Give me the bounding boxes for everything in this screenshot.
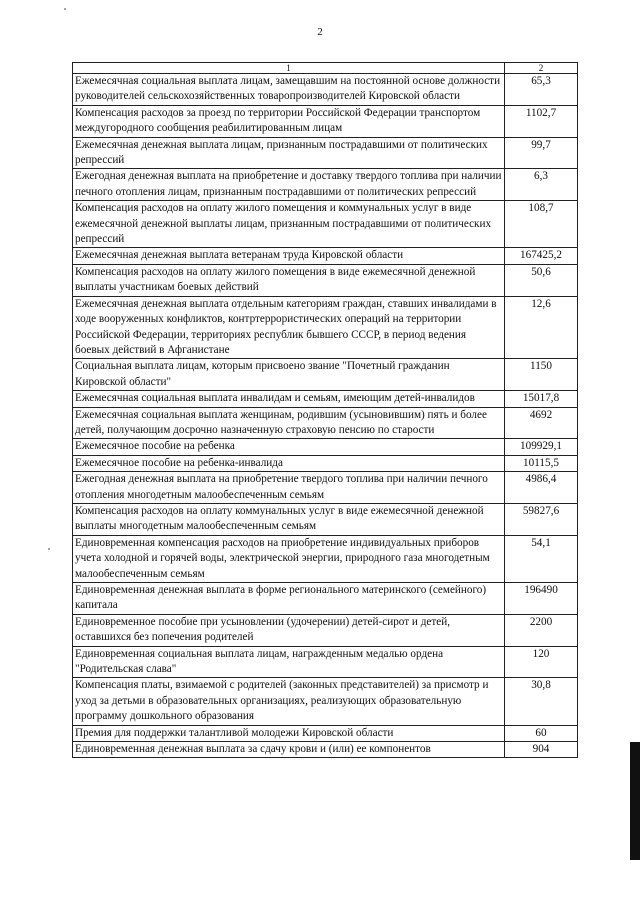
table-row [73, 678, 578, 725]
row-value: 6,3 [505, 169, 578, 201]
table-row [73, 725, 578, 741]
row-value: 2200 [505, 614, 578, 646]
table-row [73, 472, 578, 504]
row-label: Компенсация расходов на оплату коммунальных услуг в виде ежемесячной денежной выплаты многодетным малообеспеченным семьям [73, 503, 505, 535]
row-label: Единовременное пособие при усыновлении (удочерении) детей-сирот и детей, оставшихся без попечения родителей [73, 614, 505, 646]
row-value: 1102,7 [505, 105, 578, 137]
page-number: 2 [317, 26, 323, 38]
table-body [73, 74, 578, 758]
table-row [73, 646, 578, 678]
row-label: Ежегодная денежная выплата на приобретение твердого топлива при наличии печного отопления многодетным малообеспеченным семьям [73, 472, 505, 504]
row-value: 54,1 [505, 535, 578, 582]
table-row [73, 169, 578, 201]
scan-speck [48, 548, 50, 550]
table-row [73, 583, 578, 615]
row-label: Компенсация расходов за проезд по территории Российской Федерации транспортом междугородного сообщения реабилитированным лицам [73, 105, 505, 137]
table-row [73, 535, 578, 582]
table-row [73, 296, 578, 359]
row-value: 904 [505, 742, 578, 758]
table-row [73, 74, 578, 106]
scan-speck [64, 8, 66, 10]
row-label: Ежемесячная социальная выплата инвалидам и семьям, имеющим детей-инвалидов [73, 391, 505, 407]
table-header-row [73, 63, 578, 74]
row-label: Компенсация расходов на оплату жилого помещения в виде ежемесячной денежной выплаты участникам боевых действий [73, 264, 505, 296]
table-row [73, 455, 578, 471]
row-label: Единовременная денежная выплата в форме регионального материнского (семейного) капитала [73, 583, 505, 615]
row-value: 65,3 [505, 74, 578, 106]
row-label: Ежемесячное пособие на ребенка [73, 439, 505, 455]
row-value: 99,7 [505, 137, 578, 169]
row-label: Единовременная социальная выплата лицам, награжденным медалью ордена "Родительская слава" [73, 646, 505, 678]
row-label: Компенсация платы, взимаемой с родителей (законных представителей) за присмотр и уход за детьми в образовательных организациях, реализующих образовательную программу дошкольного образования [73, 678, 505, 725]
table-row [73, 391, 578, 407]
row-value: 167425,2 [505, 248, 578, 264]
row-label: Ежемесячное пособие на ребенка-инвалида [73, 455, 505, 471]
row-value: 1150 [505, 359, 578, 391]
table-row [73, 359, 578, 391]
row-label: Ежемесячная социальная выплата лицам, замещавшим на постоянной основе должности руководителей сельскохозяйственных товаропроизводителей Кировской области [73, 74, 505, 106]
row-label: Ежемесячная денежная выплата лицам, признанным пострадавшими от политических репрессий [73, 137, 505, 169]
row-label: Ежемесячная денежная выплата отдельным категориям граждан, ставших инвалидами в ходе вооруженных конфликтов, контртеррористических операций на территории Российской Федерации, территориях республик бывшего СССР, в период ведения боевых действий в Афганистане [73, 296, 505, 359]
row-label: Ежегодная денежная выплата на приобретение и доставку твердого топлива при наличии печного отопления лицам, признанным пострадавшими от политических репрессий [73, 169, 505, 201]
row-value: 108,7 [505, 201, 578, 248]
row-label: Премия для поддержки талантливой молодежи Кировской области [73, 725, 505, 741]
table-row [73, 248, 578, 264]
table-row [73, 407, 578, 439]
row-label: Единовременная денежная выплата за сдачу крови и (или) ее компонентов [73, 742, 505, 758]
column-header-amount: 2 [505, 63, 578, 74]
table-row [73, 201, 578, 248]
row-label: Ежемесячная денежная выплата ветеранам труда Кировской области [73, 248, 505, 264]
row-value: 196490 [505, 583, 578, 615]
row-value: 4692 [505, 407, 578, 439]
row-value: 15017,8 [505, 391, 578, 407]
payments-table [72, 62, 578, 758]
row-value: 60 [505, 725, 578, 741]
table-row [73, 742, 578, 758]
table-row [73, 105, 578, 137]
document-table-wrapper [72, 62, 577, 758]
table-row [73, 614, 578, 646]
row-label: Единовременная компенсация расходов на приобретение индивидуальных приборов учета холодной и горячей воды, электрической энергии, природного газа многодетным малообеспеченным семьям [73, 535, 505, 582]
table-row [73, 439, 578, 455]
row-value: 30,8 [505, 678, 578, 725]
row-value: 50,6 [505, 264, 578, 296]
row-value: 10115,5 [505, 455, 578, 471]
row-label: Ежемесячная социальная выплата женщинам, родившим (усыновившим) пять и более детей, получающим досрочно назначенную страховую пенсию по старости [73, 407, 505, 439]
row-label: Компенсация расходов на оплату жилого помещения и коммунальных услуг в виде ежемесячной денежной выплаты лицам, признанным пострадавшими от политических репрессий [73, 201, 505, 248]
scan-edge-bar [630, 742, 640, 860]
table-row [73, 503, 578, 535]
row-value: 109929,1 [505, 439, 578, 455]
row-value: 4986,4 [505, 472, 578, 504]
row-value: 12,6 [505, 296, 578, 359]
row-value: 59827,6 [505, 503, 578, 535]
row-value: 120 [505, 646, 578, 678]
row-label: Социальная выплата лицам, которым присвоено звание "Почетный гражданин Кировской области" [73, 359, 505, 391]
table-row [73, 137, 578, 169]
table-row [73, 264, 578, 296]
column-header-number: 1 [73, 63, 505, 74]
